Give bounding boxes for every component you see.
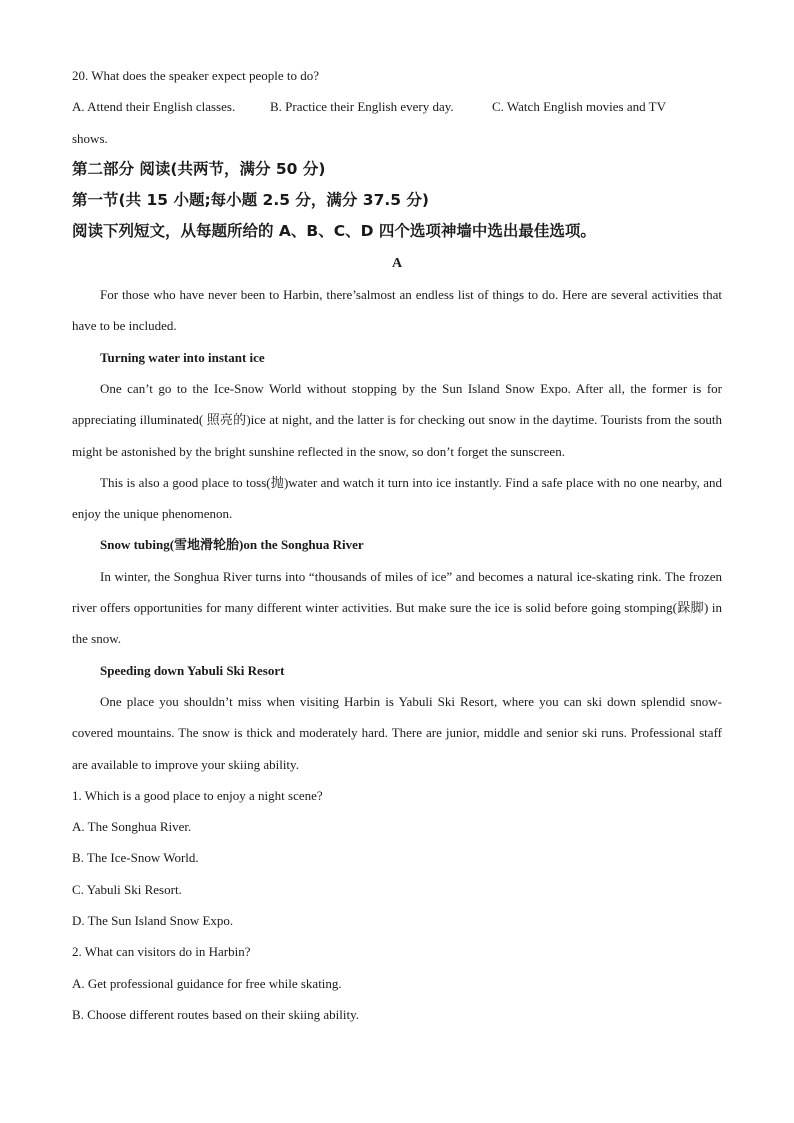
subheading-tubing: Snow tubing(雪地滑轮胎)on the Songhua River xyxy=(100,537,364,553)
part-two-heading: 第二部分 阅读(共两节，满分 50 分) xyxy=(72,159,326,178)
q1-option-b: B. The Ice-Snow World. xyxy=(72,850,199,866)
passage-label: A xyxy=(391,255,403,271)
section-one-heading: 第一节(共 15 小题;每小题 2.5 分，满分 37.5 分) xyxy=(72,191,430,210)
instructions: 阅读下列短文，从每题所给的 A、B、C、D 四个选项神墙中选出最佳选项。 xyxy=(72,222,596,241)
option-b: B. Practice their English every day. xyxy=(270,99,454,115)
document-page xyxy=(72,60,722,1030)
q1-option-c: C. Yabuli Ski Resort. xyxy=(72,881,182,897)
paragraph-tubing: In winter, the Songhua River turns into “thousands of miles of ice” and becomes a natural ice-skating rink. The frozen river offers opportunities for many different winter activities. But make sure the ice is solid before going stomping(跺脚) in the snow. xyxy=(72,568,722,647)
question-1: 1. Which is a good place to enjoy a night scene? xyxy=(72,787,323,803)
option-c: C. Watch English movies and TV xyxy=(492,99,666,115)
paragraph-ski: One place you shouldn’t miss when visiting Harbin is Yabuli Ski Resort, where you can ski down splendid snow-covered mountains. The snow is thick and moderately hard. There are junior, middle and senior ski runs. Professional staff are available to improve your skiing ability. xyxy=(72,693,722,772)
subheading-ski: Speeding down Yabuli Ski Resort xyxy=(100,662,285,678)
option-a: A. Attend their English classes. xyxy=(72,99,236,115)
q2-option-b: B. Choose different routes based on their skiing ability. xyxy=(72,1006,360,1022)
paragraph-ice-1: One can’t go to the Ice-Snow World without stopping by the Sun Island Snow Expo. After all, the former is for appreciating illuminated( 照亮的)ice at night, and the latter is for checking out snow in the daytime. Tourists from the south might be astonished by the bright sunshine reflected in the snow, so don’t forget the sunscreen. xyxy=(72,380,722,459)
question-20-options xyxy=(72,91,722,122)
option-c-continuation: shows. xyxy=(72,130,108,146)
question-2: 2. What can visitors do in Harbin? xyxy=(72,944,251,960)
q2-option-a: A. Get professional guidance for free while skating. xyxy=(72,975,342,991)
subheading-ice: Turning water into instant ice xyxy=(100,349,265,365)
q1-option-d: D. The Sun Island Snow Expo. xyxy=(72,913,234,929)
paragraph-ice-2: This is also a good place to toss(抛)water and watch it turn into ice instantly. Find a safe place with no one nearby, and enjoy the unique phenomenon. xyxy=(72,474,722,522)
q1-option-a: A. The Songhua River. xyxy=(72,819,192,835)
question-20: 20. What does the speaker expect people to do? xyxy=(72,68,320,83)
intro-paragraph: For those who have never been to Harbin, there’salmost an endless list of things to do. Here are several activities that have to be included. xyxy=(72,287,722,334)
